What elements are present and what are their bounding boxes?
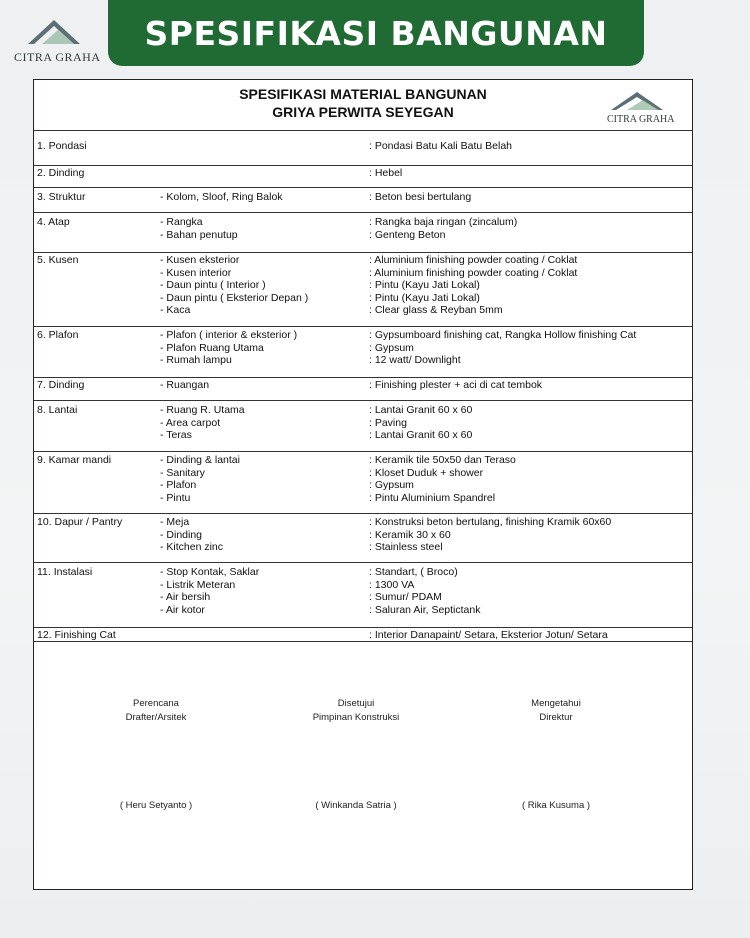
spec-value: : Paving (369, 416, 407, 429)
spec-item: - Rumah lampu (160, 354, 232, 366)
divider (34, 165, 692, 166)
section-label: 10. Dapur / Pantry (37, 516, 123, 528)
spec-item: - Listrik Meteran (160, 578, 236, 591)
spec-item: - Daun pintu ( Eksterior Depan ) (160, 291, 309, 304)
document-title: SPESIFIKASI MATERIAL BANGUNAN (239, 86, 487, 102)
spec-value: : 12 watt/ Downlight (369, 354, 461, 366)
spec-item: - Rangka (160, 216, 203, 228)
spec-value: : Interior Danapaint/ Setara, Eksterior Jotun/ Setara (369, 629, 608, 641)
spec-value: : Finishing plester + aci di cat tembok (369, 379, 543, 391)
section-label: 4. Atap (37, 216, 70, 228)
spec-item: - Pintu (160, 491, 191, 504)
divider (34, 562, 692, 563)
signature-role: Disetujui (337, 698, 375, 709)
signature-block-perencana (56, 697, 256, 725)
company-logo (10, 10, 100, 64)
spec-value: : Pondasi Batu Kali Batu Belah (369, 140, 513, 152)
section-label: 2. Dinding (37, 167, 85, 179)
spec-value: : Keramik 30 x 60 (369, 528, 451, 541)
spec-value: : Konstruksi beton bertulang, finishing Kramik 60x60 (369, 516, 612, 528)
spec-item: - Stop Kontak, Saklar (160, 566, 260, 578)
signature-name: ( Heru Setyanto ) (119, 800, 193, 811)
header-banner (108, 0, 644, 66)
spec-value: : Gypsumboard finishing cat, Rangka Hollow finishing Cat (369, 329, 637, 341)
spec-value: : Kloset Duduk + shower (369, 466, 484, 479)
spec-item: - Plafon Ruang Utama (160, 341, 264, 354)
spec-value: : Beton besi bertulang (369, 191, 472, 203)
signature-block-disetujui (256, 697, 456, 725)
divider (34, 212, 692, 213)
spec-value: : Gypsum (369, 479, 414, 491)
spec-item: - Kolom, Sloof, Ring Balok (160, 191, 283, 203)
spec-item: - Meja (160, 516, 190, 528)
divider (34, 451, 692, 452)
roof-logo-icon (607, 88, 667, 114)
spec-value: : Rangka baja ringan (zincalum) (369, 216, 518, 228)
banner-title: SPESIFIKASI BANGUNAN (144, 13, 608, 53)
signature-title: Drafter/Arsitek (125, 712, 187, 723)
divider (34, 627, 692, 628)
divider (34, 187, 692, 188)
divider (34, 130, 692, 131)
spec-value: : Gypsum (369, 341, 414, 354)
divider (34, 513, 692, 514)
roof-logo-icon (24, 14, 84, 48)
section-label: 1. Pondasi (37, 140, 87, 152)
section-label: 3. Struktur (37, 191, 86, 203)
document-logo (607, 88, 687, 128)
section-label: 5. Kusen (37, 254, 79, 266)
spec-item: - Plafon ( interior & eksterior ) (160, 329, 298, 341)
spec-item: - Air kotor (160, 603, 205, 616)
signature-title: Pimpinan Konstruksi (312, 712, 400, 723)
spec-value: : Pintu (Kayu Jati Lokal) (369, 291, 480, 304)
spec-item: - Sanitary (160, 466, 205, 479)
spec-value: : Standart, ( Broco) (369, 566, 458, 578)
spec-value: : Lantai Granit 60 x 60 (369, 429, 473, 441)
spec-value: : Hebel (369, 167, 403, 179)
spec-value: : Sumur/ PDAM (369, 591, 442, 603)
section-label: 11. Instalasi (37, 566, 93, 578)
spec-item: - Teras (160, 429, 192, 441)
spec-value: : Lantai Granit 60 x 60 (369, 404, 473, 416)
spec-item: - Kusen eksterior (160, 254, 240, 266)
spec-item: - Area carpot (160, 416, 221, 429)
spec-value: : Clear glass & Reyban 5mm (369, 304, 503, 316)
spec-item: - Kaca (160, 304, 191, 316)
divider (34, 377, 692, 378)
signature-role: Perencana (133, 698, 179, 709)
spec-item: - Ruang R. Utama (160, 404, 245, 416)
spec-value: : Keramik tile 50x50 dan Teraso (369, 454, 516, 466)
spec-value: : Aluminium finishing powder coating / Coklat (369, 266, 578, 279)
spec-item: - Daun pintu ( Interior ) (160, 279, 266, 291)
logo-text: CITRA GRAHA (607, 114, 675, 125)
spec-item: - Bahan penutup (160, 228, 238, 241)
spec-value: : Saluran Air, Septictank (369, 603, 481, 616)
signature-title: Direktur (539, 712, 573, 723)
logo-text: CITRA GRAHA (14, 50, 101, 64)
document-subtitle: GRIYA PERWITA SEYEGAN (272, 104, 454, 120)
spec-value: : Genteng Beton (369, 228, 446, 241)
divider (34, 326, 692, 327)
spec-value: : 1300 VA (369, 578, 415, 591)
signature-role: Mengetahui (531, 698, 581, 709)
signature-name: ( Rika Kusuma ) (521, 800, 591, 811)
spec-item: - Kusen interior (160, 266, 232, 279)
spec-value: : Stainless steel (369, 541, 443, 553)
spec-item: - Dinding & lantai (160, 454, 240, 466)
signature-name: ( Winkanda Satria ) (315, 800, 397, 811)
spec-value: : Pintu (Kayu Jati Lokal) (369, 279, 480, 291)
spec-item: - Kitchen zinc (160, 541, 224, 553)
divider (34, 252, 692, 253)
spec-item: - Ruangan (160, 379, 210, 391)
specification-sheet (33, 79, 693, 890)
spec-item: - Dinding (160, 528, 203, 541)
spec-item: - Plafon (160, 479, 197, 491)
spec-value: : Aluminium finishing powder coating / Coklat (369, 254, 578, 266)
divider (34, 400, 692, 401)
spec-value: : Pintu Aluminium Spandrel (369, 491, 496, 504)
section-label: 7. Dinding (37, 379, 85, 391)
section-label: 9. Kamar mandi (37, 454, 112, 466)
section-label: 6. Plafon (37, 329, 79, 341)
spec-item: - Air bersih (160, 591, 211, 603)
section-label: 8. Lantai (37, 404, 78, 416)
signature-block-mengetahui (456, 697, 656, 725)
section-label: 12. Finishing Cat (37, 629, 116, 641)
